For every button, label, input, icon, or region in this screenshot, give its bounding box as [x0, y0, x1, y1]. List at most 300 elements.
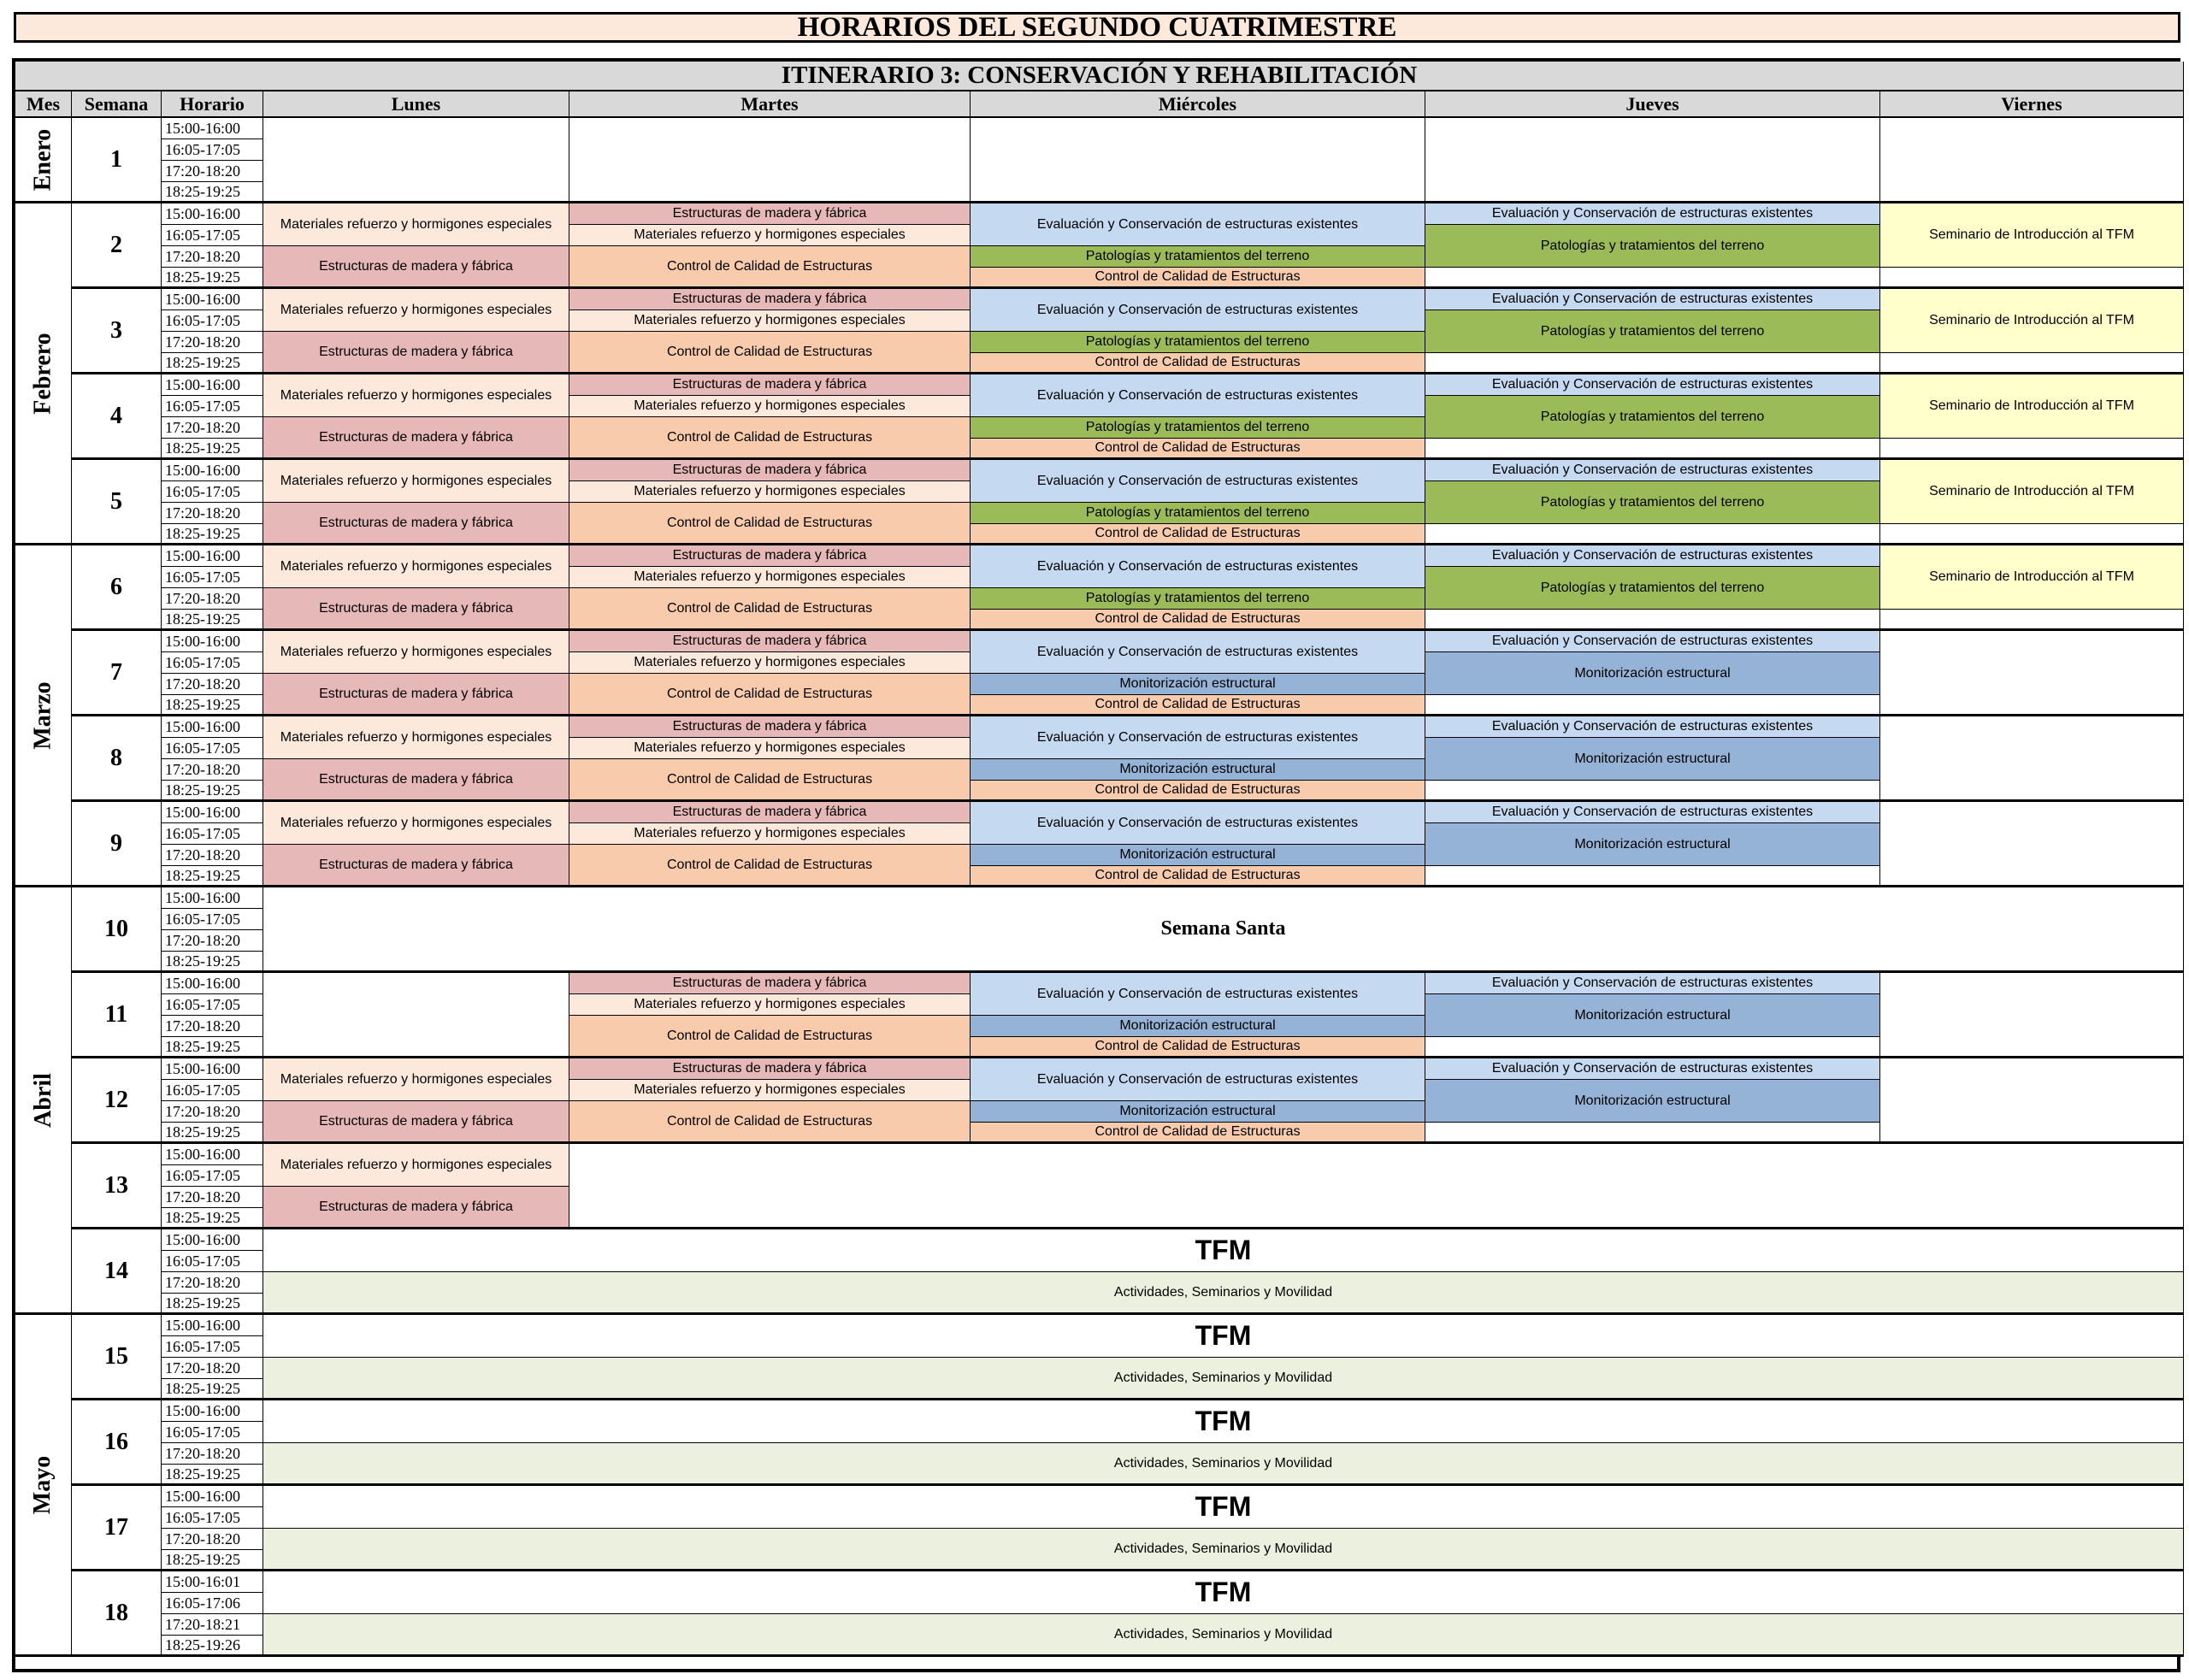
horario-slot-label: 15:00-16:00: [165, 290, 240, 308]
horario-slot-label: 16:05-17:05: [165, 226, 240, 244]
schedule-table: [12, 58, 2180, 1672]
semana-11-label: 11: [104, 1000, 128, 1028]
horario-slot-label: 15:00-16:01: [165, 1572, 240, 1590]
horario-slot-label: 17:20-18:20: [165, 675, 240, 693]
class-materiales-label: Materiales refuerzo y hormigones especiales: [634, 398, 906, 414]
class-evaluacion: [1425, 289, 1880, 310]
header-semana-label: Semana: [84, 92, 149, 115]
horario-slot: [162, 1550, 263, 1571]
class-estructuras-label: Estructuras de madera y fábrica: [672, 719, 867, 734]
class-control: [971, 866, 1425, 887]
horario-slot: [162, 802, 263, 823]
horario-slot-label: 18:25-19:25: [165, 1465, 240, 1483]
header-viernes-label: Viernes: [2001, 92, 2062, 115]
horario-slot: [162, 1465, 263, 1486]
class-monitorizacion: [971, 759, 1425, 781]
horario-slot-label: 18:25-19:25: [165, 182, 240, 200]
horario-slot-label: 17:20-18:20: [165, 247, 240, 265]
class-control-label: Control de Calidad de Estructuras: [1094, 697, 1301, 712]
horario-slot-label: 18:25-19:25: [165, 610, 240, 628]
class-estructuras-label: Estructuras de madera y fábrica: [672, 548, 867, 563]
horario-slot-label: 15:00-16:00: [165, 119, 240, 137]
horario-slot: [162, 1187, 263, 1208]
class-materiales: [569, 225, 971, 246]
horario-slot: [162, 1614, 263, 1636]
class-evaluacion-label: Evaluación y Conservación de estructuras existentes: [1036, 986, 1359, 1001]
horario-slot-label: 18:25-19:26: [165, 1636, 240, 1653]
class-materiales-label: Materiales refuerzo y hormigones especiales: [280, 644, 552, 659]
empty-cell: [1425, 524, 1880, 545]
class-control: [569, 759, 971, 802]
horario-slot-label: 18:25-19:25: [165, 1294, 240, 1312]
horario-slot-label: 18:25-19:25: [165, 695, 240, 713]
class-control: [971, 524, 1425, 545]
actividades-block-label: Actividades, Seminarios y Movilidad: [1113, 1284, 1333, 1300]
horario-slot: [162, 503, 263, 524]
class-materiales: [263, 374, 569, 417]
class-monitorizacion: [1425, 1080, 1880, 1123]
horario-slot-label: 16:05-17:05: [165, 311, 240, 329]
semana-8-label: 8: [110, 744, 122, 771]
class-evaluacion-label: Evaluación y Conservación de estructuras existentes: [1036, 216, 1359, 232]
horario-slot: [162, 588, 263, 610]
class-control: [971, 695, 1425, 716]
page-title: HORARIOS DEL SEGUNDO CUATRIMESTRE: [14, 12, 2180, 43]
empty-cell: [1880, 1058, 2184, 1144]
class-evaluacion: [971, 289, 1425, 332]
class-evaluacion: [971, 1058, 1425, 1101]
empty-cell: [1880, 439, 2184, 460]
class-control-label: Control de Calidad de Estructuras: [1094, 1124, 1301, 1140]
header-lunes: [263, 91, 569, 118]
horario-slot-label: 17:20-18:20: [165, 1188, 240, 1205]
semana-8: [72, 716, 162, 802]
header-martes-label: Martes: [740, 92, 799, 115]
class-patologias-label: Patologías y tratamientos del terreno: [1085, 420, 1310, 435]
actividades-block-label: Actividades, Seminarios y Movilidad: [1113, 1541, 1333, 1556]
empty-cell: [263, 973, 569, 1058]
class-patologias-label: Patologías y tratamientos del terreno: [1085, 334, 1310, 350]
class-evaluacion-label: Evaluación y Conservación de estructuras existentes: [1036, 1071, 1359, 1087]
class-patologias-label: Patologías y tratamientos del terreno: [1085, 249, 1310, 264]
class-control-label: Control de Calidad de Estructuras: [666, 258, 873, 274]
class-estructuras: [263, 1101, 569, 1144]
class-evaluacion: [971, 631, 1425, 674]
horario-slot-label: 15:00-16:00: [165, 974, 240, 992]
horario-slot: [162, 823, 263, 845]
class-evaluacion: [1425, 1058, 1880, 1080]
class-estructuras-label: Estructuras de madera y fábrica: [672, 377, 867, 392]
horario-slot-label: 16:05-17:05: [165, 1508, 240, 1526]
class-control: [971, 439, 1425, 460]
class-seminario: [1880, 460, 2184, 524]
horario-slot: [162, 374, 263, 396]
class-monitorizacion: [971, 845, 1425, 866]
class-estructuras-label: Estructuras de madera y fábrica: [319, 686, 513, 701]
class-control-label: Control de Calidad de Estructuras: [1094, 782, 1301, 798]
horario-slot-label: 18:25-19:25: [165, 524, 240, 542]
class-materiales: [263, 802, 569, 845]
class-monitorizacion-label: Monitorización estructural: [1574, 665, 1731, 681]
tfm-block: [263, 1486, 2184, 1529]
class-seminario-label: Seminario de Introducción al TFM: [1929, 484, 2134, 499]
class-estructuras: [569, 545, 971, 567]
class-evaluacion-label: Evaluación y Conservación de estructuras existentes: [1491, 463, 1814, 478]
horario-slot: [162, 439, 263, 460]
mes-label: Febrero: [29, 332, 56, 415]
semana-5: [72, 460, 162, 545]
semana-6: [72, 545, 162, 631]
horario-slot-label: 17:20-18:20: [165, 1102, 240, 1120]
semana-santa-label: Semana Santa: [1160, 917, 1286, 940]
horario-slot: [162, 631, 263, 652]
class-estructuras: [263, 417, 569, 460]
horario-slot-label: 18:25-19:25: [165, 268, 240, 286]
horario-slot-label: 15:00-16:00: [165, 1230, 240, 1248]
horario-slot: [162, 1016, 263, 1037]
class-estructuras-label: Estructuras de madera y fábrica: [319, 1113, 513, 1129]
horario-slot: [162, 994, 263, 1016]
class-control-label: Control de Calidad de Estructuras: [1094, 355, 1301, 370]
semana-13-label: 13: [104, 1171, 128, 1199]
horario-slot: [162, 139, 263, 161]
horario-slot: [162, 1571, 263, 1593]
class-evaluacion: [1425, 631, 1880, 652]
horario-slot: [162, 1058, 263, 1080]
class-materiales: [263, 289, 569, 332]
class-estructuras: [569, 460, 971, 481]
semana-10: [72, 887, 162, 973]
horario-slot: [162, 1101, 263, 1123]
class-materiales-label: Materiales refuerzo y hormigones especiales: [634, 740, 906, 756]
horario-slot: [162, 1443, 263, 1465]
class-control-label: Control de Calidad de Estructuras: [666, 1028, 873, 1043]
class-seminario-label: Seminario de Introducción al TFM: [1929, 569, 2134, 585]
horario-slot: [162, 417, 263, 439]
class-patologias: [1425, 225, 1880, 268]
class-seminario: [1880, 203, 2184, 268]
horario-slot: [162, 973, 263, 994]
class-patologias: [971, 503, 1425, 524]
class-monitorizacion-label: Monitorización estructural: [1574, 751, 1731, 766]
tfm-block: [263, 1229, 2184, 1272]
class-control: [569, 588, 971, 631]
horario-slot-label: 16:05-17:05: [165, 482, 240, 500]
horario-slot-label: 17:20-18:20: [165, 1017, 240, 1035]
class-materiales: [263, 545, 569, 588]
class-estructuras: [263, 845, 569, 887]
class-materiales-label: Materiales refuerzo y hormigones especiales: [280, 729, 552, 745]
horario-slot: [162, 866, 263, 887]
semana-15-label: 15: [104, 1342, 128, 1370]
horario-slot-label: 15:00-16:00: [165, 1059, 240, 1077]
horario-slot: [162, 887, 263, 909]
horario-slot: [162, 952, 263, 973]
class-estructuras-label: Estructuras de madera y fábrica: [672, 805, 867, 820]
class-patologias: [971, 588, 1425, 610]
horario-slot: [162, 1400, 263, 1422]
mes-label: Abril: [29, 1072, 56, 1128]
horario-slot: [162, 716, 263, 738]
horario-slot: [162, 1208, 263, 1229]
class-seminario: [1880, 374, 2184, 439]
empty-cell: [1425, 1123, 1880, 1144]
tfm-block: [263, 1315, 2184, 1358]
class-patologias-label: Patologías y tratamientos del terreno: [1085, 505, 1310, 521]
horario-slot: [162, 225, 263, 246]
tfm-block-label: TFM: [1195, 1235, 1252, 1265]
class-estructuras: [569, 1058, 971, 1080]
class-monitorizacion: [1425, 994, 1880, 1037]
horario-slot: [162, 161, 263, 182]
class-seminario-label: Seminario de Introducción al TFM: [1929, 227, 2134, 243]
horario-slot: [162, 674, 263, 695]
horario-slot: [162, 1294, 263, 1315]
horario-slot: [162, 1593, 263, 1614]
horario-slot: [162, 1272, 263, 1294]
horario-slot-label: 15:00-16:00: [165, 1487, 240, 1505]
empty-cell: [1880, 973, 2184, 1058]
class-monitorizacion-label: Monitorización estructural: [1119, 847, 1276, 863]
horario-slot: [162, 1165, 263, 1187]
class-estructuras-label: Estructuras de madera y fábrica: [319, 857, 513, 872]
class-materiales-label: Materiales refuerzo y hormigones especiales: [280, 216, 552, 232]
horario-slot: [162, 845, 263, 866]
class-patologias: [971, 246, 1425, 268]
class-evaluacion-label: Evaluación y Conservación de estructuras existentes: [1491, 719, 1814, 734]
semana-14-label: 14: [104, 1257, 128, 1284]
class-patologias-label: Patologías y tratamientos del terreno: [1540, 580, 1765, 595]
empty-cell: [1425, 781, 1880, 802]
class-evaluacion-label: Evaluación y Conservación de estructuras existentes: [1491, 206, 1814, 221]
class-evaluacion: [971, 460, 1425, 503]
class-evaluacion: [1425, 545, 1880, 567]
class-estructuras-label: Estructuras de madera y fábrica: [319, 429, 513, 445]
horario-slot-label: 15:00-16:00: [165, 888, 240, 906]
horario-slot: [162, 246, 263, 268]
class-seminario-label: Seminario de Introducción al TFM: [1929, 313, 2134, 328]
class-evaluacion-label: Evaluación y Conservación de estructuras existentes: [1491, 292, 1814, 307]
class-evaluacion-label: Evaluación y Conservación de estructuras existentes: [1036, 302, 1359, 317]
class-materiales-label: Materiales refuerzo y hormigones especiales: [634, 484, 906, 499]
mes-abril: [15, 887, 72, 1315]
class-control: [569, 674, 971, 716]
class-materiales-label: Materiales refuerzo y hormigones especiales: [634, 569, 906, 585]
actividades-block: [263, 1358, 2184, 1400]
mes-enero: [15, 118, 72, 203]
empty-cell: [971, 118, 1425, 203]
semana-15: [72, 1315, 162, 1400]
class-control: [569, 503, 971, 545]
actividades-block: [263, 1443, 2184, 1486]
class-monitorizacion-label: Monitorización estructural: [1574, 1007, 1731, 1023]
class-materiales: [263, 203, 569, 246]
horario-slot-label: 17:20-18:20: [165, 1530, 240, 1547]
semana-18: [72, 1571, 162, 1657]
class-control: [971, 781, 1425, 802]
class-materiales-label: Materiales refuerzo y hormigones especiales: [634, 655, 906, 670]
class-control: [971, 1037, 1425, 1058]
horario-slot-label: 18:25-19:25: [165, 1379, 240, 1397]
horario-slot: [162, 759, 263, 781]
class-estructuras-label: Estructuras de madera y fábrica: [319, 1199, 513, 1214]
class-evaluacion-label: Evaluación y Conservación de estructuras existentes: [1036, 558, 1359, 574]
class-evaluacion: [1425, 374, 1880, 396]
class-monitorizacion: [971, 1016, 1425, 1037]
horario-slot: [162, 332, 263, 353]
class-materiales: [569, 310, 971, 332]
empty-cell: [1880, 631, 2184, 716]
class-estructuras-label: Estructuras de madera y fábrica: [672, 634, 867, 649]
horario-slot: [162, 695, 263, 716]
horario-slot: [162, 567, 263, 588]
tfm-block-label: TFM: [1195, 1577, 1252, 1607]
horario-slot: [162, 781, 263, 802]
class-control-label: Control de Calidad de Estructuras: [666, 857, 873, 872]
class-monitorizacion: [1425, 823, 1880, 866]
class-estructuras-label: Estructuras de madera y fábrica: [672, 1061, 867, 1076]
class-monitorizacion: [1425, 652, 1880, 695]
class-control-label: Control de Calidad de Estructuras: [666, 1113, 873, 1129]
horario-slot-label: 18:25-19:25: [165, 439, 240, 457]
horario-slot: [162, 524, 263, 545]
header-semana: [72, 91, 162, 118]
horario-slot: [162, 1529, 263, 1550]
empty-cell: [1425, 1037, 1880, 1058]
horario-slot: [162, 930, 263, 952]
class-evaluacion-label: Evaluación y Conservación de estructuras existentes: [1036, 473, 1359, 488]
class-patologias: [971, 417, 1425, 439]
horario-slot-label: 18:25-19:25: [165, 952, 240, 970]
horario-slot: [162, 182, 263, 203]
class-monitorizacion: [1425, 738, 1880, 781]
semana-4-label: 4: [110, 402, 122, 429]
class-control: [569, 332, 971, 374]
horario-slot: [162, 268, 263, 289]
actividades-block-label: Actividades, Seminarios y Movilidad: [1113, 1626, 1333, 1642]
class-evaluacion: [1425, 802, 1880, 823]
semana-12-label: 12: [104, 1086, 128, 1113]
class-monitorizacion-label: Monitorización estructural: [1119, 762, 1276, 777]
tfm-block: [263, 1571, 2184, 1614]
header-jueves: [1425, 91, 1880, 118]
class-monitorizacion-label: Monitorización estructural: [1574, 1093, 1731, 1108]
class-estructuras-label: Estructuras de madera y fábrica: [319, 344, 513, 359]
horario-slot-label: 15:00-16:00: [165, 717, 240, 735]
header-mes-label: Mes: [26, 92, 61, 115]
class-estructuras: [569, 631, 971, 652]
class-control: [569, 246, 971, 289]
class-estructuras: [263, 674, 569, 716]
class-patologias: [1425, 567, 1880, 610]
header-viernes: [1880, 91, 2184, 118]
mes-label: Mayo: [29, 1455, 56, 1514]
header-miércoles: [971, 91, 1425, 118]
class-estructuras-label: Estructuras de madera y fábrica: [319, 258, 513, 274]
horario-slot: [162, 1486, 263, 1507]
horario-slot-label: 16:05-17:05: [165, 1337, 240, 1355]
horario-slot-label: 15:00-16:00: [165, 1401, 240, 1419]
class-materiales-label: Materiales refuerzo y hormigones especiales: [634, 1082, 906, 1098]
horario-slot-label: 18:25-19:25: [165, 866, 240, 884]
horario-slot: [162, 353, 263, 374]
class-control: [971, 610, 1425, 631]
class-estructuras-label: Estructuras de madera y fábrica: [672, 976, 867, 991]
horario-slot: [162, 460, 263, 481]
header-lunes-label: Lunes: [391, 92, 441, 115]
horario-slot-label: 17:20-18:20: [165, 589, 240, 607]
class-materiales-label: Materiales refuerzo y hormigones especiales: [280, 387, 552, 403]
class-estructuras: [263, 1187, 569, 1229]
semana-13: [72, 1144, 162, 1229]
class-estructuras: [569, 289, 971, 310]
class-evaluacion-label: Evaluación y Conservación de estructuras existentes: [1491, 377, 1814, 392]
header-miércoles-label: Miércoles: [1158, 92, 1237, 115]
class-evaluacion: [971, 716, 1425, 759]
empty-cell: [1425, 866, 1880, 887]
horario-slot: [162, 118, 263, 139]
horario-slot-label: 16:05-17:05: [165, 1081, 240, 1099]
horario-slot: [162, 1636, 263, 1657]
class-estructuras: [263, 503, 569, 545]
tfm-block-label: TFM: [1195, 1320, 1252, 1351]
horario-slot-label: 15:00-16:00: [165, 204, 240, 222]
class-materiales-label: Materiales refuerzo y hormigones especiales: [280, 815, 552, 830]
semana-2-label: 2: [110, 231, 122, 258]
horario-slot-label: 15:00-16:00: [165, 461, 240, 479]
class-materiales: [263, 1058, 569, 1101]
class-materiales: [263, 631, 569, 674]
horario-slot: [162, 1315, 263, 1336]
mes-mayo: [15, 1315, 72, 1657]
class-control-label: Control de Calidad de Estructuras: [1094, 611, 1301, 627]
horario-slot-label: 18:25-19:25: [165, 1208, 240, 1226]
class-estructuras-label: Estructuras de madera y fábrica: [672, 206, 867, 221]
empty-cell: [1880, 716, 2184, 802]
empty-cell: [1425, 268, 1880, 289]
class-evaluacion: [1425, 203, 1880, 225]
empty-cell: [569, 118, 971, 203]
horario-slot-label: 15:00-16:00: [165, 1145, 240, 1163]
horario-slot: [162, 545, 263, 567]
class-patologias-label: Patologías y tratamientos del terreno: [1540, 323, 1765, 339]
class-evaluacion: [1425, 716, 1880, 738]
header-jueves-label: Jueves: [1626, 92, 1679, 115]
horario-slot: [162, 1229, 263, 1251]
semana-11: [72, 973, 162, 1058]
horario-slot-label: 17:20-18:20: [165, 333, 240, 351]
semana-1: [72, 118, 162, 203]
class-materiales-label: Materiales refuerzo y hormigones especiales: [280, 1157, 552, 1172]
horario-slot-label: 16:05-17:05: [165, 1252, 240, 1270]
semana-santa: [263, 887, 2184, 973]
empty-cell: [1880, 802, 2184, 887]
class-patologias: [1425, 396, 1880, 439]
class-control: [569, 1101, 971, 1144]
horario-slot-label: 16:05-17:05: [165, 995, 240, 1013]
class-seminario: [1880, 289, 2184, 353]
empty-cell: [1880, 524, 2184, 545]
horario-slot: [162, 1080, 263, 1101]
horario-slot: [162, 738, 263, 759]
empty-cell: [1425, 439, 1880, 460]
horario-slot: [162, 909, 263, 930]
header-mes: [15, 91, 72, 118]
semana-7: [72, 631, 162, 716]
semana-9-label: 9: [110, 829, 122, 857]
horario-slot-label: 17:20-18:20: [165, 418, 240, 436]
horario-slot-label: 15:00-16:00: [165, 546, 240, 564]
